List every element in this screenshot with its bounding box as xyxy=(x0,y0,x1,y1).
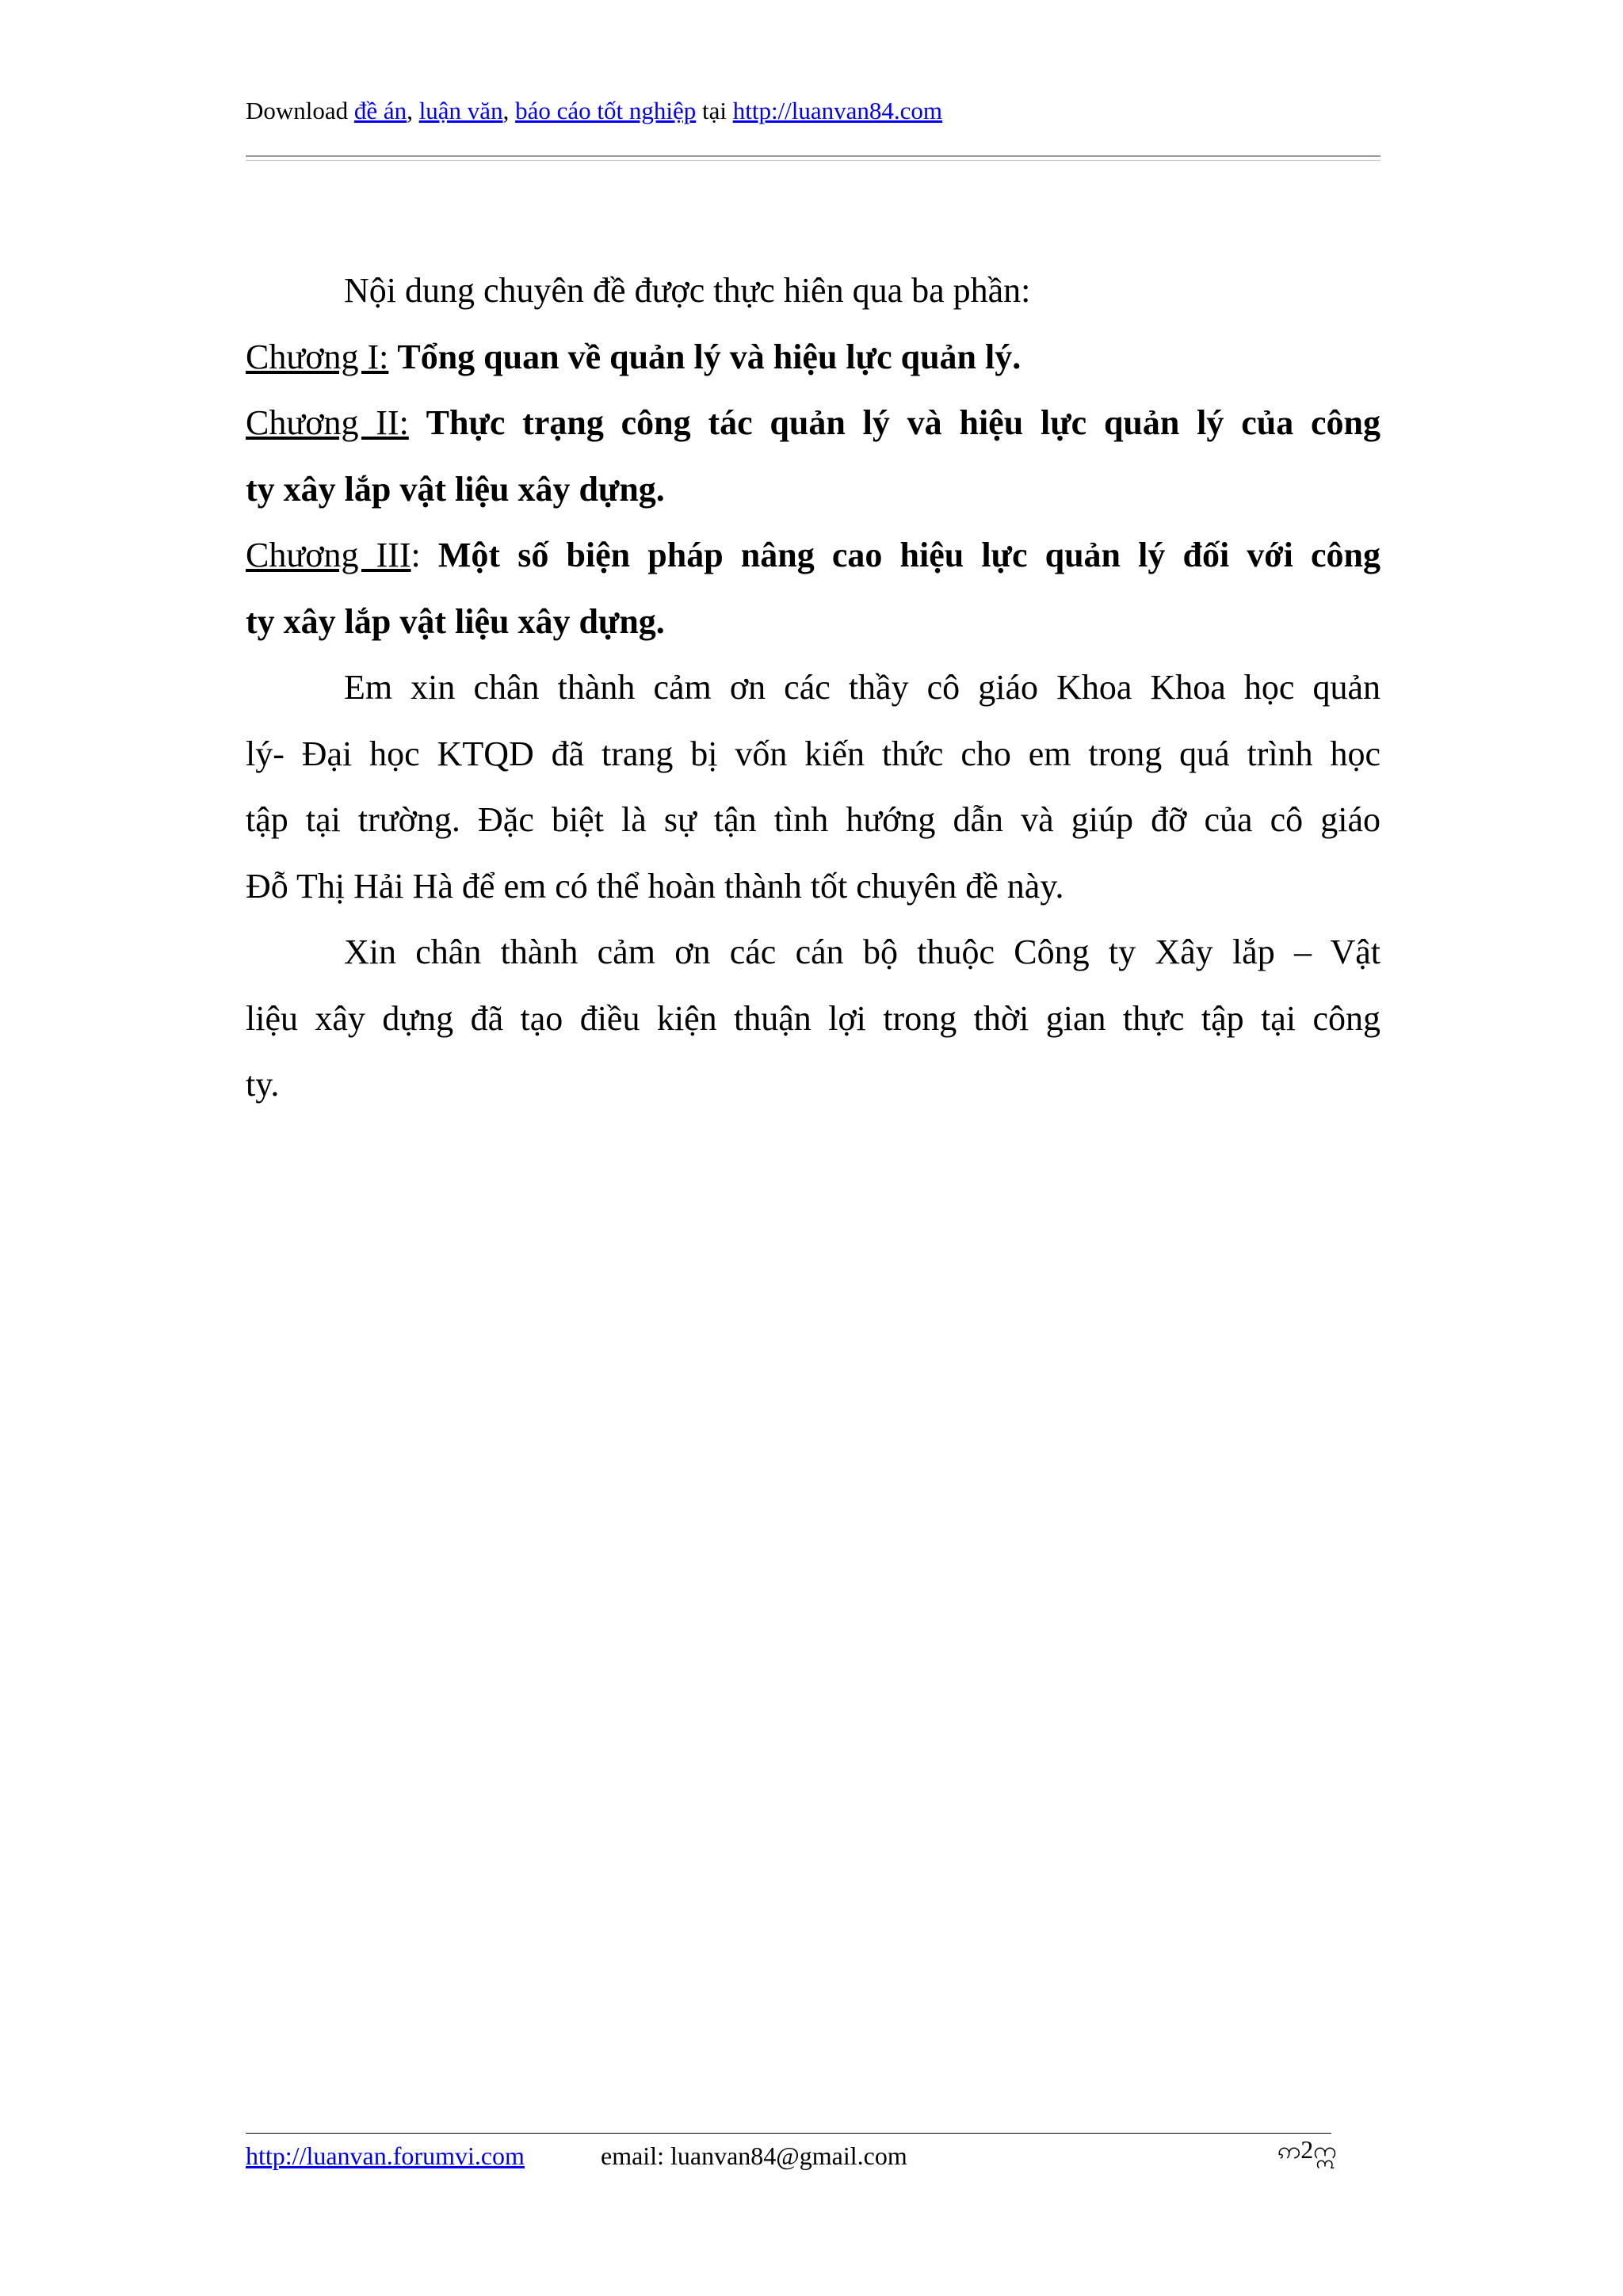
header-link-luan-van[interactable]: luận văn xyxy=(418,97,503,124)
footer-forum-link[interactable]: http://luanvan.forumvi.com xyxy=(246,2142,525,2170)
header-link-bao-cao[interactable]: báo cáo tốt nghiệp xyxy=(515,97,697,124)
chapter-3-title-2: ty xây lắp vật liệu xây dựng. xyxy=(246,601,665,641)
chapter-3-label: Chương III xyxy=(246,536,411,574)
chapter-3-colon: : xyxy=(411,536,421,574)
thanks1-line-4: Đỗ Thị Hải Hà để em có thể hoàn thành tốt chuyên đề này. xyxy=(246,866,1064,906)
thanks2-line-1: Xin chân thành cảm ơn các cán bộ thuộc Công ty Xây lắp – Vật xyxy=(344,933,1381,971)
header-link-site[interactable]: http://luanvan84.com xyxy=(732,97,943,124)
thanks1-line-3: tập tại trường. Đặc biệt là sự tận tình hướng dẫn và giúp đỡ của cô giáo xyxy=(246,800,1381,839)
header-rule xyxy=(246,155,1381,157)
chapter-2-title-2: ty xây lắp vật liệu xây dựng. xyxy=(246,469,665,509)
chapter-3-line-2 xyxy=(246,589,1381,655)
page-number xyxy=(1277,2133,1337,2168)
ornament-left-icon: ဢ xyxy=(1277,2137,1301,2164)
chapter-2-line-2 xyxy=(246,456,1381,523)
page-number-value: 2 xyxy=(1300,2135,1314,2164)
intro-line: Nội dung chuyên đề được thực hiên qua ba phần: xyxy=(344,271,1031,310)
footer-rule xyxy=(246,2133,1331,2134)
page-header xyxy=(246,95,942,127)
chapter-2-title-1: Thực trạng công tác quản lý và hiệu lực quản lý của công xyxy=(426,403,1381,442)
chapter-1-label: Chương I: xyxy=(246,337,389,376)
document-body xyxy=(246,257,1381,1118)
ornament-right-icon: ဣ xyxy=(1313,2137,1337,2164)
thanks1-line-2: lý- Đại học KTQD đã trang bị vốn kiến thức cho em trong quá trình học xyxy=(246,734,1381,773)
thanks2-line-2: liệu xây dựng đã tạo điều kiện thuận lợi trong thời gian thực tập tại công xyxy=(246,998,1381,1038)
header-rule-secondary xyxy=(246,160,1381,161)
header-prefix: Download xyxy=(246,97,354,124)
chapter-3-title-1: Một số biện pháp nâng cao hiệu lực quản lý đối với công xyxy=(437,536,1381,574)
chapter-1 xyxy=(246,324,1381,391)
chapter-2-line-1 xyxy=(246,390,1381,456)
header-sep: , xyxy=(502,97,516,124)
thanks2-line-3: ty. xyxy=(246,1065,280,1104)
header-sep: , xyxy=(407,97,419,124)
header-link-de-an[interactable]: đề án xyxy=(353,97,407,124)
chapter-3-line-1 xyxy=(246,522,1381,589)
footer-email: email: luanvan84@gmail.com xyxy=(601,2142,907,2170)
header-mid: tại xyxy=(696,97,733,124)
thanks1-line-1: Em xin chân thành cảm ơn các thầy cô giáo Khoa Khoa học quản xyxy=(344,668,1381,707)
chapter-1-title: Tổng quan về quản lý và hiệu lực quản lý. xyxy=(397,337,1022,376)
chapter-2-label: Chương II: xyxy=(246,403,409,442)
